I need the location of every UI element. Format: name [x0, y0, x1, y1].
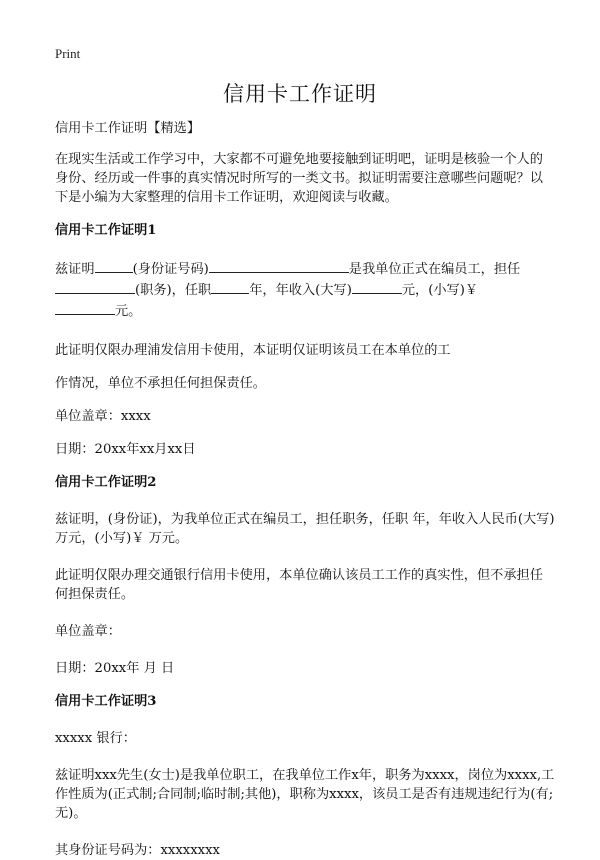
- section1-text: (身份证号码): [132, 262, 209, 277]
- income-upper-blank: [352, 279, 402, 294]
- section2-stamp: 单位盖章：: [55, 624, 121, 639]
- section1-text: (职务)，任职: [135, 283, 212, 298]
- section1-text: 元，(小写)￥: [401, 283, 479, 298]
- print-label: Print: [55, 46, 81, 61]
- section1-line3: [55, 300, 555, 321]
- section1-stamp: 单位盖章：xxxx: [55, 409, 151, 424]
- section1-text: 年，年收入(大写): [249, 283, 352, 298]
- section1-heading: 信用卡工作证明1: [55, 223, 157, 238]
- section1-paragraph: 此证明仅限办理浦发信用卡使用，本证明仅证明该员工在本单位的工: [55, 343, 451, 358]
- section1-date: 日期：20xx年xx月xx日: [55, 442, 196, 457]
- years-blank: [211, 279, 249, 294]
- intro-paragraph: 在现实生活或工作学习中，大家都不可避免地要接触到证明吧，证明是核验一个人的身份、经历或一件事的真实情况时所写的一类文书。拟证明需要注意哪些问题呢？以下是小编为大家整理的信用卡工作证明，欢迎阅读与收藏。: [55, 152, 543, 205]
- position-blank: [55, 279, 135, 294]
- section1-paragraph: 作情况，单位不承担任何担保责任。: [55, 376, 266, 391]
- id-number-blank: [209, 258, 349, 273]
- income-lower-blank: [55, 300, 115, 315]
- section3-paragraph: 兹证明xxx先生(女士)是我单位职工，在我单位工作x年，职务为xxxx，岗位为xxxx,工作性质为(正式制;合同制;临时制;其他)，职称为xxxx，该员工是否有违规违纪行为(有;无)。: [55, 768, 555, 821]
- section1-text: 兹证明: [55, 262, 95, 277]
- document-subtitle: 信用卡工作证明【精选】: [55, 121, 201, 136]
- section3-heading: 信用卡工作证明3: [55, 694, 157, 709]
- document-body: [55, 116, 555, 860]
- section1-fill-paragraph: [55, 258, 555, 321]
- section2-paragraph: 兹证明，(身份证)，为我单位正式在编员工，担任职务，任职 年，年收入人民币(大写) 万元，(小写)￥ 万元。: [55, 512, 555, 546]
- section1-line2: [55, 279, 555, 300]
- section3-id-line: 其身份证号码为：xxxxxxxx: [55, 843, 220, 858]
- section2-date: 日期：20xx年 月 日: [55, 661, 175, 676]
- section1-text: 元。: [115, 304, 142, 319]
- section1-line1: [55, 258, 555, 279]
- name-blank: [95, 258, 133, 273]
- section2-paragraph: 此证明仅限办理交通银行信用卡使用，本单位确认该员工工作的真实性，但不承担任何担保责任。: [55, 568, 543, 602]
- page-title: 信用卡工作证明: [223, 82, 377, 106]
- section1-text: 是我单位正式在编员工，担任: [348, 262, 521, 277]
- section2-heading: 信用卡工作证明2: [55, 475, 157, 490]
- section3-bank: xxxxx 银行：: [55, 731, 136, 746]
